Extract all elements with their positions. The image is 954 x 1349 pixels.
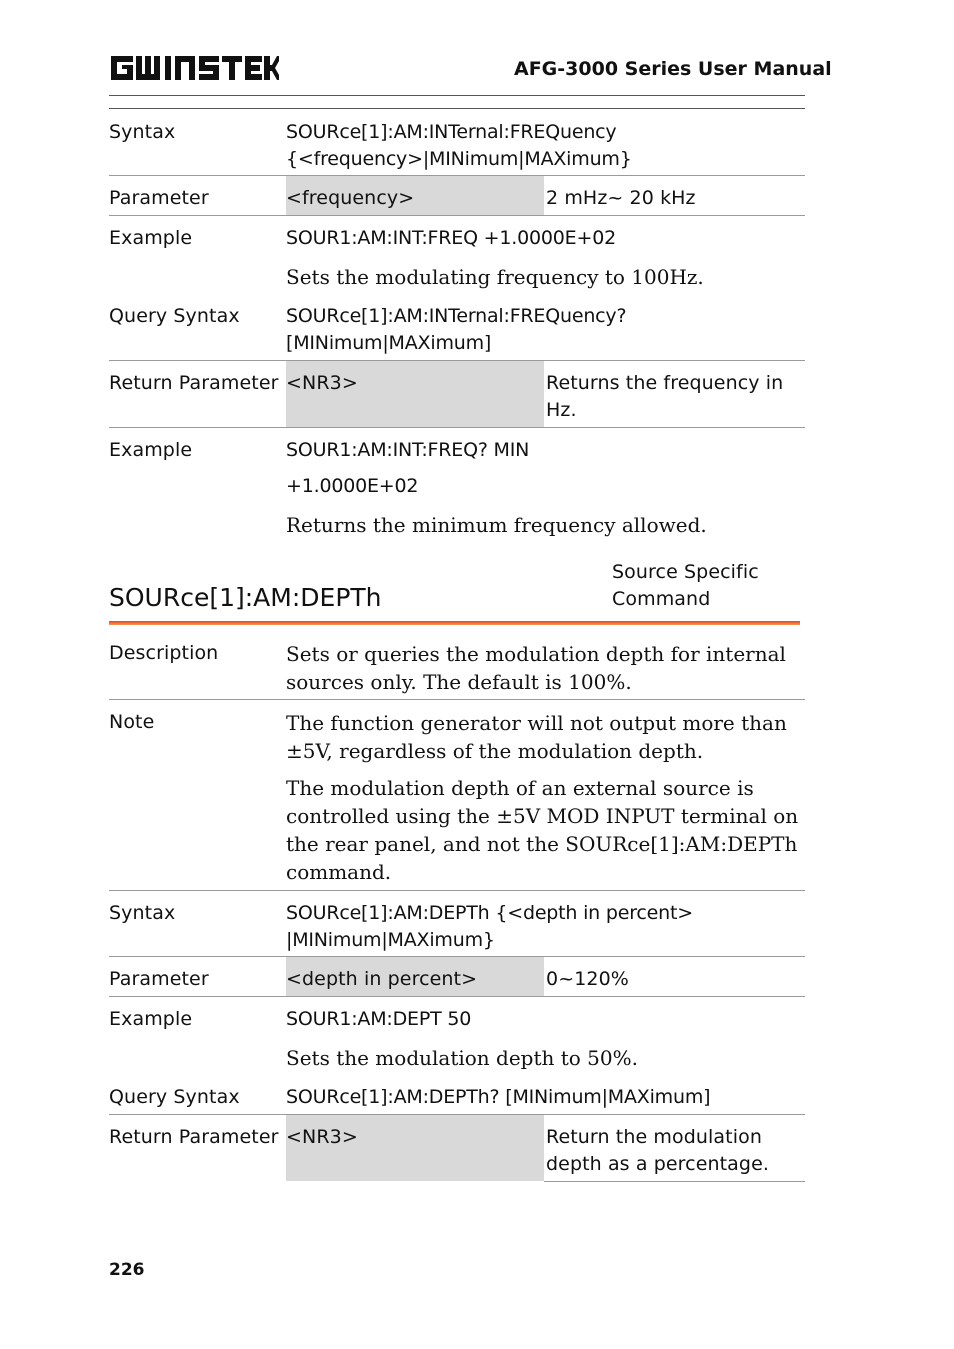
- query-syntax-label: Query Syntax: [109, 305, 240, 327]
- row-divider: [544, 1181, 805, 1182]
- example-command: SOUR1:AM:INT:FREQ +1.0000E+02: [286, 227, 616, 249]
- header-rule: [109, 95, 805, 96]
- row-divider: [109, 427, 805, 428]
- example-3-command: SOUR1:AM:DEPT 50: [286, 1008, 472, 1030]
- syntax-2-label: Syntax: [109, 902, 176, 924]
- example-3-label: Example: [109, 1008, 193, 1030]
- example-description: Sets the modulating frequency to 100Hz.: [286, 265, 704, 289]
- note-1-line-1: The function generator will not output more than: [286, 711, 787, 735]
- manual-title: AFG-3000 Series User Manual: [514, 58, 832, 80]
- note-label: Note: [109, 711, 155, 733]
- example-label: Example: [109, 227, 193, 249]
- return-parameter-name: <NR3>: [286, 372, 358, 394]
- query-syntax-2-label: Query Syntax: [109, 1086, 240, 1108]
- parameter-2-name: <depth in percent>: [286, 968, 478, 990]
- return-parameter-label: Return Parameter: [109, 372, 279, 394]
- row-divider: [109, 996, 805, 997]
- description-line-2: sources only. The default is 100%.: [286, 670, 632, 694]
- section-title: SOURce[1]:AM:DEPTh: [109, 583, 382, 612]
- return-parameter-2-name: <NR3>: [286, 1126, 358, 1148]
- syntax-2-line-1: SOURce[1]:AM:DEPTh {<depth in percent>: [286, 902, 693, 924]
- section-type-line-1: Source Specific: [612, 561, 759, 583]
- example-2-label: Example: [109, 439, 193, 461]
- return-description-line-1: Returns the frequency in: [546, 372, 784, 394]
- example-2-description: Returns the minimum frequency allowed.: [286, 513, 707, 537]
- row-divider: [109, 890, 805, 891]
- page-number: 226: [109, 1260, 145, 1280]
- row-divider: [109, 215, 805, 216]
- query-syntax-2-line-1: SOURce[1]:AM:DEPTh? [MINimum|MAXimum]: [286, 1086, 711, 1108]
- description-label: Description: [109, 642, 219, 664]
- gw-instek-logo: [109, 52, 279, 84]
- return-parameter-2-label: Return Parameter: [109, 1126, 279, 1148]
- note-1-line-2: ±5V, regardless of the modulation depth.: [286, 739, 704, 763]
- header-rule-2: [109, 108, 805, 109]
- note-2-line-2: controlled using the ±5V MOD INPUT terminal on: [286, 804, 799, 828]
- note-2-line-3: the rear panel, and not the SOURce[1]:AM:DEPTh: [286, 832, 798, 856]
- example-2-result: +1.0000E+02: [286, 475, 419, 497]
- return-2-description-line-1: Return the modulation: [546, 1126, 762, 1148]
- syntax-2-line-2: |MINimum|MAXimum}: [286, 929, 495, 951]
- parameter-2-label: Parameter: [109, 968, 209, 990]
- example-3-description: Sets the modulation depth to 50%.: [286, 1046, 638, 1070]
- parameter-2-range: 0~120%: [546, 968, 629, 990]
- example-2-command: SOUR1:AM:INT:FREQ? MIN: [286, 439, 530, 461]
- description-line-1: Sets or queries the modulation depth for internal: [286, 642, 786, 666]
- syntax-label: Syntax: [109, 121, 176, 143]
- query-syntax-line-1: SOURce[1]:AM:INTernal:FREQuency?: [286, 305, 627, 327]
- section-rule: [109, 621, 800, 625]
- syntax-line-1: SOURce[1]:AM:INTernal:FREQuency: [286, 121, 617, 143]
- note-2-line-1: The modulation depth of an external source is: [286, 776, 754, 800]
- parameter-range: 2 mHz~ 20 kHz: [546, 187, 696, 209]
- parameter-name: <frequency>: [286, 187, 415, 209]
- query-syntax-line-2: [MINimum|MAXimum]: [286, 332, 492, 354]
- note-2-line-4: command.: [286, 860, 392, 884]
- section-type-line-2: Command: [612, 588, 711, 610]
- return-description-line-2: Hz.: [546, 399, 577, 421]
- parameter-label: Parameter: [109, 187, 209, 209]
- syntax-line-2: {<frequency>|MINimum|MAXimum}: [286, 148, 632, 170]
- return-2-description-line-2: depth as a percentage.: [546, 1153, 770, 1175]
- row-divider: [109, 699, 805, 700]
